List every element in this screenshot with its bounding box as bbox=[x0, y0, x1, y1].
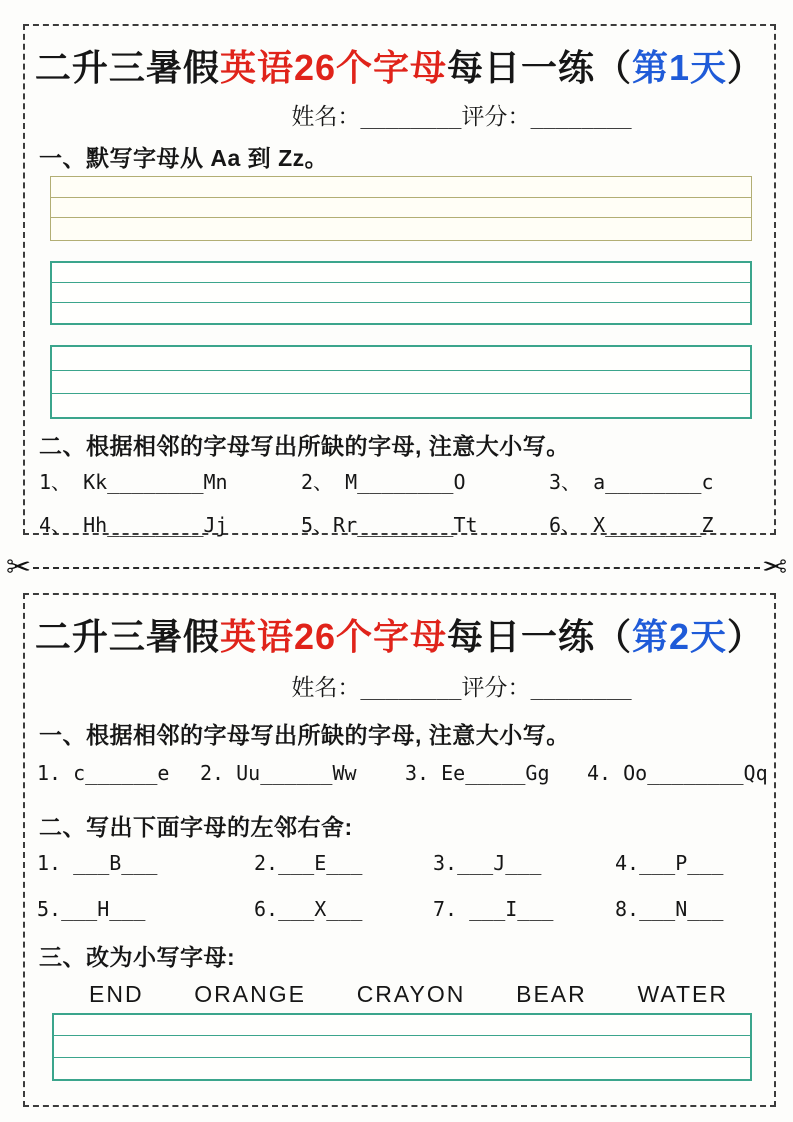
exercise-item: 7. ___I___ bbox=[433, 897, 554, 921]
grid-line-row bbox=[51, 218, 751, 239]
exercise-1-prompt: 一、默写字母从 Aa 到 Zz。 bbox=[39, 145, 329, 171]
exercise-item: 1、 Kk________Mn bbox=[39, 470, 228, 494]
uppercase-words-row bbox=[89, 981, 728, 1008]
cut-dashed-line bbox=[33, 567, 760, 569]
exercise-item: 8.___N___ bbox=[615, 897, 724, 921]
title-suffix: 每日一练 bbox=[446, 616, 595, 657]
grid-line-row bbox=[52, 394, 750, 418]
grid-line-row bbox=[54, 1036, 750, 1057]
name-label: 姓名： bbox=[291, 674, 361, 700]
grid-line-row bbox=[52, 347, 750, 371]
grid-line-row bbox=[54, 1058, 750, 1079]
title-suffix: 每日一练 bbox=[446, 47, 595, 88]
title-highlight: 英语26个字母 bbox=[219, 47, 447, 88]
title-prefix: 二升三暑假 bbox=[34, 616, 220, 657]
exercise-1-items bbox=[37, 761, 768, 785]
name-blank: ________ bbox=[360, 105, 462, 129]
worksheet-title-day2 bbox=[25, 609, 774, 660]
exercise-3-prompt: 三、改为小写字母: bbox=[39, 944, 236, 970]
uppercase-word: BEAR bbox=[516, 981, 587, 1007]
exercise-item: 4.___P___ bbox=[615, 851, 724, 875]
title-prefix: 二升三暑假 bbox=[34, 47, 220, 88]
exercise-item: 1. ___B___ bbox=[37, 851, 158, 875]
exercise-item: 2.___E___ bbox=[254, 851, 363, 875]
exercise-2-items bbox=[37, 851, 723, 921]
scissors-icon-right: ✂ bbox=[761, 551, 787, 584]
uppercase-word: ORANGE bbox=[194, 981, 306, 1007]
writing-grid-teal-2 bbox=[50, 345, 752, 419]
exercise-item: 5.___H___ bbox=[37, 897, 146, 921]
grid-line-row bbox=[52, 283, 750, 303]
scissors-icon-left: ✂ bbox=[6, 551, 32, 584]
exercise-item: 5、Rr________Tt bbox=[301, 513, 478, 537]
exercise-item: 3、 a________c bbox=[549, 470, 714, 494]
writing-grid-teal-1 bbox=[50, 261, 752, 325]
uppercase-word: END bbox=[89, 981, 144, 1007]
exercise-item: 1. c______e bbox=[37, 761, 170, 785]
exercise-item: 6.___X___ bbox=[254, 897, 363, 921]
worksheet-day1 bbox=[23, 24, 776, 535]
uppercase-word: WATER bbox=[637, 981, 728, 1007]
name-score-line bbox=[25, 669, 774, 702]
score-label: 评分： bbox=[461, 103, 531, 129]
exercise-2-prompt: 二、根据相邻的字母写出所缺的字母, 注意大小写。 bbox=[39, 433, 570, 459]
score-blank: ________ bbox=[530, 105, 632, 129]
exercise-1-prompt: 一、根据相邻的字母写出所缺的字母, 注意大小写。 bbox=[39, 722, 570, 748]
title-paren-open: （ bbox=[595, 616, 633, 657]
writing-grid-olive bbox=[50, 176, 752, 241]
exercise-item: 4、 Hh________Jj bbox=[39, 513, 228, 537]
uppercase-word: CRAYON bbox=[356, 981, 466, 1007]
grid-line-row bbox=[52, 371, 750, 395]
title-day-badge: 第2天 bbox=[632, 616, 728, 657]
grid-line-row bbox=[51, 198, 751, 219]
exercise-item: 3.___J___ bbox=[433, 851, 542, 875]
exercise-item: 2. Uu______Ww bbox=[200, 761, 357, 785]
cut-divider bbox=[4, 548, 789, 588]
name-blank: ________ bbox=[360, 676, 462, 700]
title-day-badge: 第1天 bbox=[632, 47, 728, 88]
exercise-2-items bbox=[39, 466, 714, 538]
name-score-line bbox=[25, 98, 774, 131]
score-blank: ________ bbox=[530, 676, 632, 700]
grid-line-row bbox=[52, 303, 750, 323]
name-label: 姓名： bbox=[291, 103, 361, 129]
grid-line-row bbox=[51, 177, 751, 198]
title-highlight: 英语26个字母 bbox=[219, 616, 447, 657]
exercise-item: 2、 M________O bbox=[301, 470, 466, 494]
exercise-item: 4. Oo________Qq bbox=[587, 761, 768, 785]
exercise-item: 6、 X________Z bbox=[549, 513, 714, 537]
title-paren-open: （ bbox=[595, 47, 633, 88]
title-paren-close: ） bbox=[727, 616, 765, 657]
grid-line-row bbox=[54, 1015, 750, 1036]
title-paren-close: ） bbox=[727, 47, 765, 88]
exercise-2-prompt: 二、写出下面字母的左邻右舍: bbox=[39, 814, 353, 840]
exercise-item: 3. Ee_____Gg bbox=[405, 761, 550, 785]
writing-grid-teal-3 bbox=[52, 1013, 752, 1081]
grid-line-row bbox=[52, 263, 750, 283]
worksheet-title-day1 bbox=[25, 40, 774, 91]
worksheet-day2 bbox=[23, 593, 776, 1107]
score-label: 评分： bbox=[461, 674, 531, 700]
